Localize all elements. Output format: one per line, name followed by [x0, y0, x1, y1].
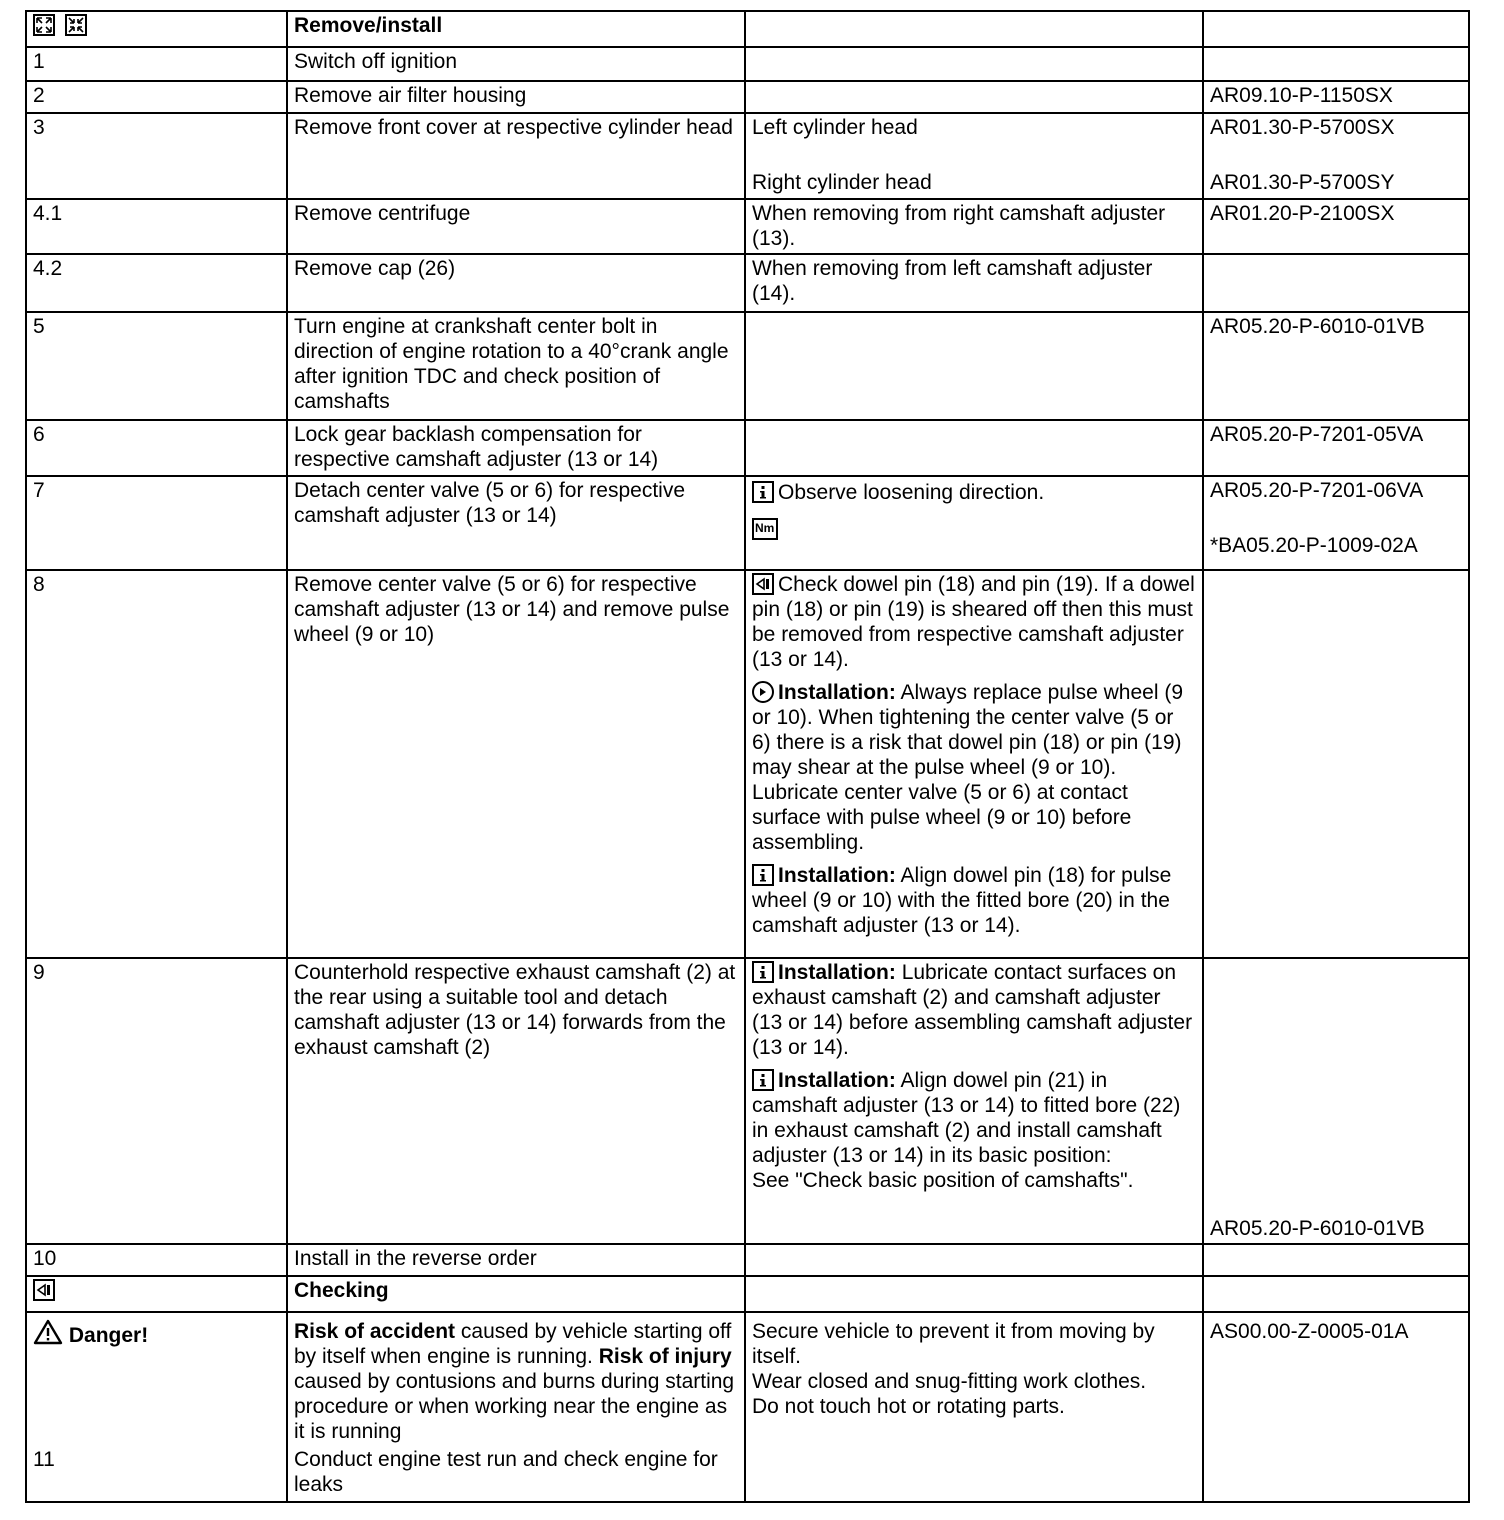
step-action: Remove air filter housing	[287, 81, 745, 113]
header-icons-cell	[26, 11, 287, 47]
step-number: 11	[33, 1448, 55, 1471]
step-action: Detach center valve (5 or 6) for respective camshaft adjuster (13 or 14)	[287, 476, 745, 570]
step-number: 2	[26, 81, 287, 113]
check-icon	[752, 573, 774, 595]
step-number: 7	[26, 476, 287, 570]
step-action: Remove centrifuge	[287, 199, 745, 254]
table-row	[26, 1276, 1469, 1312]
step-number: 10	[26, 1244, 287, 1276]
page-title: Remove/install	[287, 11, 745, 47]
reference-link[interactable]: AR09.10-P-1150SX	[1203, 81, 1469, 113]
step-action: Switch off ignition	[287, 47, 745, 81]
step-action: Conduct engine test run and check engine for leaks	[294, 1448, 718, 1496]
collapse-icon[interactable]	[65, 14, 87, 36]
step-note: Right cylinder head	[752, 171, 932, 194]
check-icon	[33, 1279, 55, 1301]
step-number: 1	[26, 47, 287, 81]
step-action: Lock gear backlash compensation for respective camshaft adjuster (13 or 14)	[287, 420, 745, 476]
step-number: 8	[26, 570, 287, 958]
step-action: Install in the reverse order	[287, 1244, 745, 1276]
step-number: 4.1	[26, 199, 287, 254]
reference-link[interactable]: AR01.30-P-5700SX	[1210, 116, 1395, 139]
reference-link[interactable]: AR05.20-P-6010-01VB	[1210, 1217, 1425, 1240]
expand-icon[interactable]	[33, 14, 55, 36]
danger-label: Danger!	[68, 1324, 149, 1347]
table-row	[26, 11, 1469, 47]
table-row	[26, 81, 1469, 113]
step-note: Align dowel pin (18) for pulse wheel (9 or 10) with the fitted bore (20) in the camshaft adjuster (13 or 14).	[752, 864, 1172, 937]
table-row	[26, 1312, 1469, 1502]
note-label: Installation:	[778, 1069, 896, 1092]
torque-icon: Nm	[752, 518, 778, 540]
table-row	[26, 47, 1469, 81]
info-icon	[752, 864, 774, 886]
warning-triangle-icon	[33, 1319, 63, 1345]
step-note: Align dowel pin (21) in camshaft adjuster (13 or 14) to fitted bore (22) in exhaust camshaft (2) and install camshaft adjuster (13 or 14) in its basic position:	[752, 1069, 1181, 1167]
table-row	[26, 113, 1469, 199]
safety-measures: Secure vehicle to prevent it from moving by itself. Wear closed and snug-fitting work clothes. Do not touch hot or rotating parts.	[745, 1312, 1203, 1502]
step-note: Left cylinder head	[752, 116, 918, 139]
step-action: Turn engine at crankshaft center bolt in direction of engine rotation to a 40°crank angle after ignition TDC and check position of camshafts	[287, 312, 745, 420]
reference-link[interactable]: AR05.20-P-7201-05VA	[1203, 420, 1469, 476]
step-note: Observe loosening direction.	[778, 481, 1045, 504]
procedure-table	[25, 10, 1470, 1503]
info-icon	[752, 1069, 774, 1091]
reference-link[interactable]: *BA05.20-P-1009-02A	[1210, 534, 1418, 557]
reference-link[interactable]: AS00.00-Z-0005-01A	[1203, 1312, 1469, 1502]
table-row	[26, 1244, 1469, 1276]
note-label: Installation:	[778, 681, 896, 704]
table-row	[26, 420, 1469, 476]
step-action: Remove front cover at respective cylinder head	[287, 113, 745, 199]
info-icon	[752, 481, 774, 503]
installation-warning-icon	[752, 681, 774, 703]
step-action: Remove center valve (5 or 6) for respective camshaft adjuster (13 or 14) and remove pulse wheel (9 or 10)	[287, 570, 745, 958]
reference-link[interactable]: AR05.20-P-6010-01VB	[1203, 312, 1469, 420]
table-row	[26, 476, 1469, 570]
step-note: When removing from right camshaft adjuster (13).	[745, 199, 1203, 254]
reference-link[interactable]: AR05.20-P-7201-06VA	[1210, 479, 1424, 502]
reference-link[interactable]: AR01.30-P-5700SY	[1210, 171, 1395, 194]
step-action: Counterhold respective exhaust camshaft (2) at the rear using a suitable tool and detach camshaft adjuster (13 or 14) forwards from the exhaust camshaft (2)	[287, 958, 745, 1244]
table-row	[26, 254, 1469, 312]
step-number: 3	[26, 113, 287, 199]
step-action: Remove cap (26)	[287, 254, 745, 312]
reference-link[interactable]: AR01.20-P-2100SX	[1203, 199, 1469, 254]
note-label: Installation:	[778, 864, 896, 887]
step-note: Lubricate contact surfaces on exhaust camshaft (2) and camshaft adjuster (13 or 14) before assembling camshaft adjuster (13 or 14).	[752, 961, 1193, 1059]
step-note: See "Check basic position of camshafts".	[752, 1169, 1134, 1192]
table-row	[26, 199, 1469, 254]
section-title: Checking	[287, 1276, 745, 1312]
table-row	[26, 958, 1469, 1244]
step-number: 5	[26, 312, 287, 420]
step-note: When removing from left camshaft adjuster (14).	[745, 254, 1203, 312]
step-note: Check dowel pin (18) and pin (19). If a dowel pin (18) or pin (19) is sheared off then this must be removed from respective camshaft adjuster (13 or 14).	[752, 573, 1195, 671]
info-icon	[752, 961, 774, 983]
table-row	[26, 570, 1469, 958]
step-number: 4.2	[26, 254, 287, 312]
step-note: Always replace pulse wheel (9 or 10). When tightening the center valve (5 or 6) there is a risk that dowel pin (18) or pin (19) may shear at the pulse wheel (9 or 10). Lubricate center valve (5 or 6) at contact surface with pulse wheel (9 or 10) before assembling.	[752, 681, 1184, 854]
note-label: Installation:	[778, 961, 896, 984]
step-number: 9	[26, 958, 287, 1244]
step-number: 6	[26, 420, 287, 476]
danger-description: Risk of accident caused by vehicle starting off by itself when engine is running. Risk of injury caused by contusions and burns during starting procedure or when working near the engine as it is running	[294, 1320, 735, 1443]
table-row	[26, 312, 1469, 420]
